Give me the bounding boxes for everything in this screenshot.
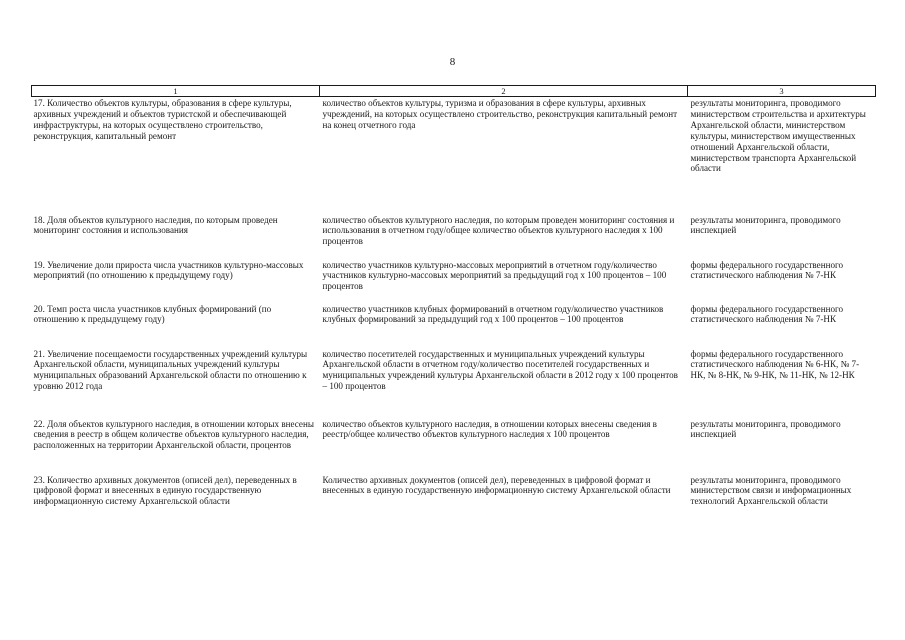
indicator-cell: 20. Темп роста числа участников клубных формирований (по отношению к предыдущему году): [33, 303, 272, 325]
method-cell: количество участников клубных формирований в отчетном году/количество участников клубных формирований за предыдущий год х 100 процентов – 100 процентов: [322, 303, 664, 325]
method-cell: Количество архивных документов (описей дел), переведенных в цифровой формат и внесенных в единую государственную информационную систему Архангельской области: [322, 474, 671, 496]
table-row: [32, 418, 876, 474]
page-number: 8: [449, 56, 456, 68]
table-header-row: [32, 86, 876, 97]
table-row: [32, 259, 876, 303]
source-cell: результаты мониторинга, проводимого инспекцией: [690, 418, 841, 440]
method-cell: количество объектов культурного наследия, в отношении которых внесены сведения в реестр/общее количество объектов культурного наследия х 100 процентов: [322, 418, 657, 440]
column-header-2: 2: [320, 86, 688, 97]
table-row: [32, 97, 876, 214]
source-cell: формы федерального государственного статистического наблюдения № 7-НК: [690, 259, 844, 281]
indicator-cell: 23. Количество архивных документов (описей дел), переведенных в цифровой формат и внесенных в единую государственную информационную систему Архангельской области: [33, 474, 297, 507]
table-row: [32, 214, 876, 259]
indicator-cell: 19. Увеличение доли прироста числа участников культурно-массовых мероприятий (по отношению к предыдущему году): [33, 259, 304, 281]
source-cell: формы федерального государственного статистического наблюдения № 7-НК: [690, 303, 844, 325]
source-cell: результаты мониторинга, проводимого министерством связи и информационных технологий Архангельской области: [690, 474, 852, 507]
method-cell: количество участников культурно-массовых мероприятий в отчетном году/количество участников культурно-массовых мероприятий за предыдущий год х 100 процентов – 100 процентов: [322, 259, 667, 292]
indicator-cell: 21. Увеличение посещаемости государственных учреждений культуры Архангельской области, муниципальных учреждений культуры муниципальных образований Архангельской области по отношению к уровню 2012 года: [33, 348, 308, 392]
indicator-cell: 22. Доля объектов культурного наследия, в отношении которых внесены сведения в реестр в общем количестве объектов культурного наследия, расположенных на территории Архангельской области, процентов: [33, 418, 314, 451]
indicator-cell: 18. Доля объектов культурного наследия, по которым проведен мониторинг состояния и использования: [33, 214, 278, 236]
column-header-3: 3: [688, 86, 876, 97]
table-row: [32, 303, 876, 348]
indicators-table: [31, 85, 876, 524]
source-cell: формы федерального государственного статистического наблюдения № 6-НК, № 7-НК, № 8-НК, № 9-НК, № 11-НК, № 12-НК: [690, 348, 860, 381]
method-cell: количество объектов культурного наследия, по которым проведен мониторинг состояния и использования в отчетном году/общее количество объектов культурного наследия х 100 процентов: [322, 214, 675, 247]
source-cell: результаты мониторинга, проводимого инспекцией: [690, 214, 841, 236]
table-row: [32, 474, 876, 524]
indicator-cell: 17. Количество объектов культуры, образования в сфере культуры, архивных учреждений и объектов туристской и обеспечивающей инфраструктуры, на которых осуществлено строительство, реконструкция, капитальный ремонт: [33, 98, 292, 141]
table-row: [32, 348, 876, 418]
method-cell: количество посетителей государственных и муниципальных учреждений культуры Архангельской области в отчетном году/количество посетителей государственных и муниципальных учреждений культуры Архангельской области в 2012 году х 100 процентов – 100 процентов: [322, 348, 678, 392]
method-cell: количество объектов культуры, туризма и образования в сфере культуры, архивных учреждений, на которых осуществлено строительство, реконструкция капитальный ремонт на конец отчетного года: [322, 98, 678, 130]
source-cell: результаты мониторинга, проводимого министерством строительства и архитектуры Архангельской области, министерством культуры, министерством имущественных отношений Архангельской области, министерством транспорта Архангельской области: [690, 98, 866, 174]
column-header-1: 1: [32, 86, 320, 97]
